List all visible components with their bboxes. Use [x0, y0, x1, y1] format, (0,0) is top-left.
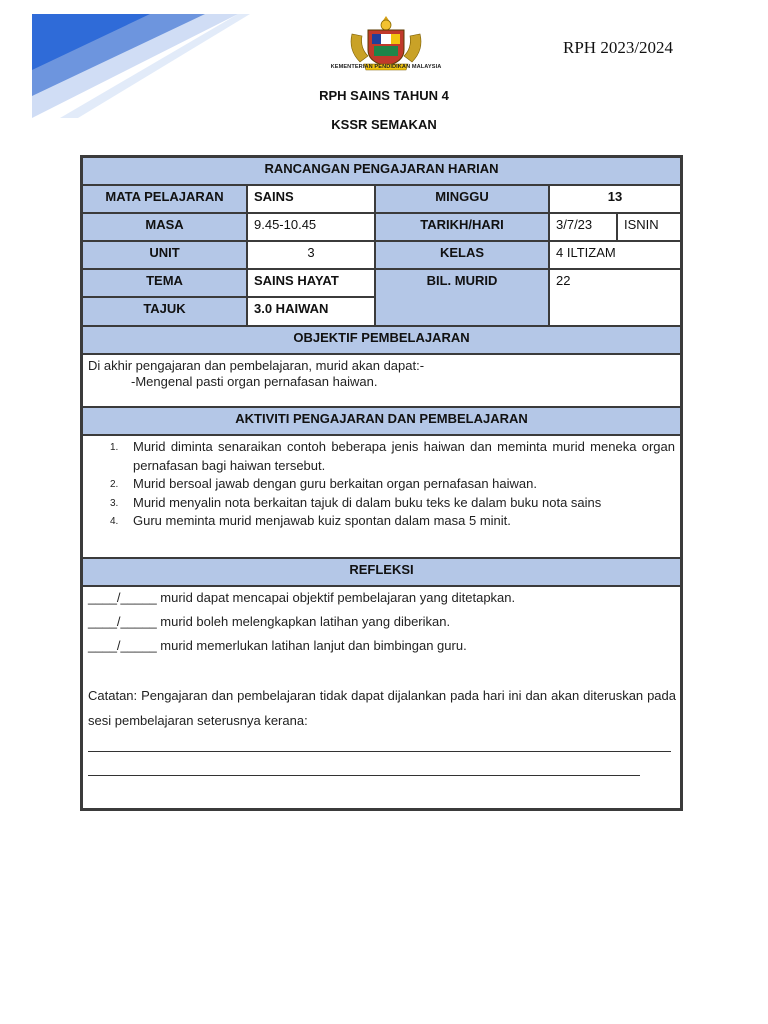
masa-value: 9.45-10.45	[247, 213, 375, 241]
kelas-value: 4 ILTIZAM	[549, 241, 681, 269]
ministry-name: KEMENTERIAN PENDIDIKAN MALAYSIA	[330, 64, 442, 70]
list-item	[108, 475, 675, 494]
minggu-value: 13	[549, 185, 681, 213]
kelas-label: KELAS	[375, 241, 549, 269]
list-item	[108, 512, 675, 531]
mata-pelajaran-label: MATA PELAJARAN	[82, 185, 247, 213]
refleksi-line-needs-guidance: ____/_____ murid memerlukan latihan lanjut dan bimbingan guru.	[88, 638, 467, 653]
corner-decoration	[0, 0, 250, 125]
aktiviti-list	[108, 438, 675, 531]
tema-label: TEMA	[82, 269, 247, 297]
refleksi-heading: REFLEKSI	[82, 558, 681, 586]
tarikh-value: 3/7/23	[549, 213, 617, 241]
list-number: 1.	[110, 442, 119, 453]
list-item	[108, 438, 675, 475]
tarikh-label: TARIKH/HARI	[375, 213, 549, 241]
objektif-heading: OBJEKTIF PEMBELAJARAN	[82, 326, 681, 354]
list-item-text: Murid diminta senaraikan contoh beberapa jenis haiwan dan meminta murid meneka organ pernafasan bagi haiwan tersebut.	[133, 439, 675, 473]
blank-line	[88, 751, 671, 752]
bil-murid-value: 22	[549, 269, 681, 326]
list-item-text: Murid menyalin nota berkaitan tajuk di dalam buku teks ke dalam buku nota sains	[133, 494, 602, 510]
objektif-intro: Di akhir pengajaran dan pembelajaran, murid akan dapat:-	[88, 358, 425, 373]
aktiviti-heading: AKTIVITI PENGAJARAN DAN PEMBELAJARAN	[82, 407, 681, 435]
document-subtitle: KSSR SEMAKAN	[331, 117, 437, 132]
bil-murid-label: BIL. MURID	[375, 269, 549, 326]
blank-line	[88, 775, 640, 776]
hari-value: ISNIN	[617, 213, 681, 241]
minggu-label: MINGGU	[375, 185, 549, 213]
list-number: 2.	[110, 479, 119, 490]
table-heading: RANCANGAN PENGAJARAN HARIAN	[82, 157, 681, 185]
rph-year: RPH 2023/2024	[563, 38, 674, 57]
objektif-item: -Mengenal pasti organ pernafasan haiwan.	[131, 374, 378, 389]
list-number: 4.	[110, 516, 119, 527]
document-title: RPH SAINS TAHUN 4	[319, 88, 449, 103]
masa-label: MASA	[82, 213, 247, 241]
list-number: 3.	[110, 497, 119, 509]
list-item	[108, 494, 675, 513]
tajuk-value: 3.0 HAIWAN	[247, 297, 375, 326]
mata-pelajaran-value: SAINS	[247, 185, 375, 213]
tema-value: SAINS HAYAT	[247, 269, 375, 297]
list-item-text: Guru meminta murid menjawab kuiz spontan dalam masa 5 minit.	[133, 513, 511, 528]
catatan-note: Catatan: Pengajaran dan pembelajaran tidak dapat dijalankan pada hari ini dan akan diteruskan pada sesi pembelajaran seterusnya kerana:	[88, 688, 676, 728]
unit-label: UNIT	[82, 241, 247, 269]
refleksi-line-achieved: ____/_____ murid dapat mencapai objektif pembelajaran yang ditetapkan.	[88, 590, 516, 605]
tajuk-label: TAJUK	[82, 297, 247, 326]
refleksi-line-completed: ____/_____ murid boleh melengkapkan latihan yang diberikan.	[88, 614, 451, 629]
unit-value: 3	[247, 241, 375, 269]
list-item-text: Murid bersoal jawab dengan guru berkaitan organ pernafasan haiwan.	[133, 476, 537, 491]
